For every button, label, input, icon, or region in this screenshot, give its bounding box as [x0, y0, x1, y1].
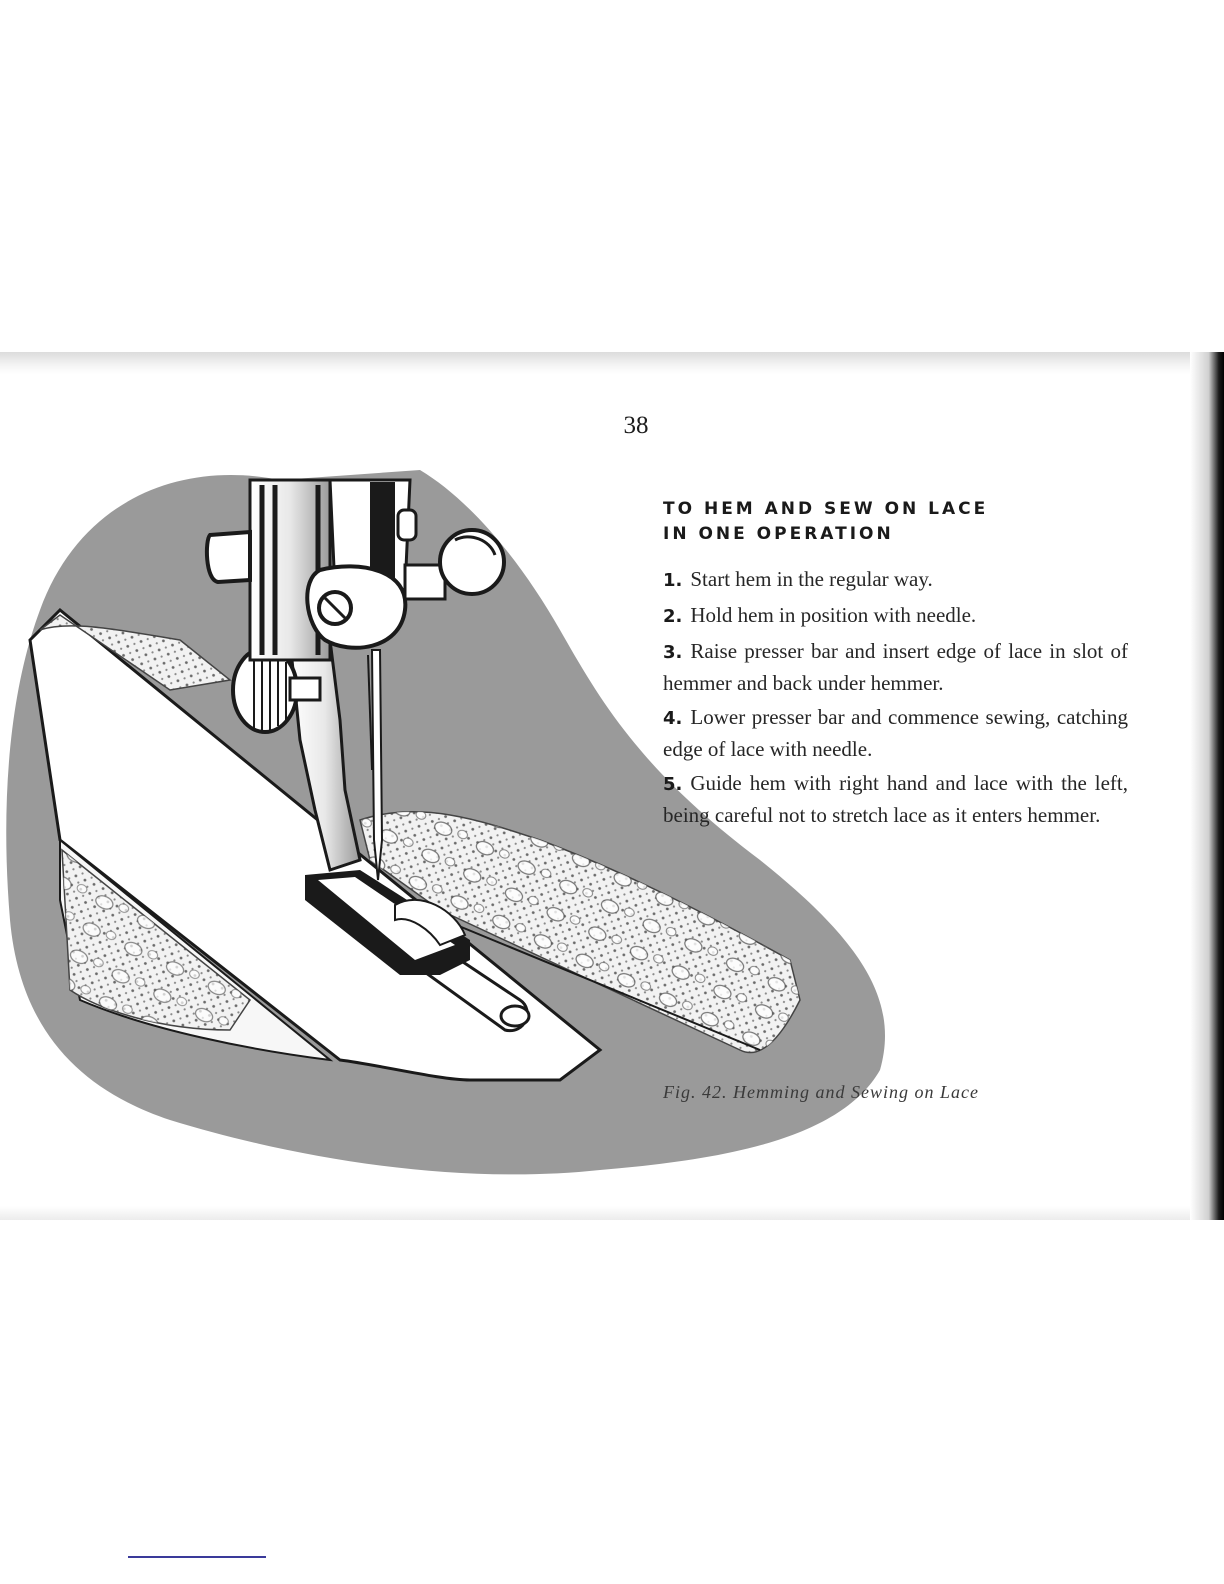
clamp-screw-knob — [440, 530, 504, 594]
section-title-line-1: TO HEM AND SEW ON LACE — [663, 499, 989, 519]
section-title-line-2: IN ONE OPERATION — [663, 524, 894, 544]
step-number: 1. — [663, 570, 683, 591]
step-number: 3. — [663, 642, 683, 663]
binding-shadow — [1190, 352, 1224, 1220]
step-number: 2. — [663, 606, 683, 627]
step-text: Raise presser bar and insert edge of lace in slot of hemmer and back under hemmer. — [663, 639, 1128, 695]
thread-guide — [207, 532, 250, 582]
figure-caption: Fig. 42. Hemming and Sewing on Lace — [663, 1082, 979, 1102]
step-text: Start hem in the regular way. — [690, 567, 933, 591]
page-number: 38 — [623, 412, 649, 439]
step-4 — [663, 702, 1128, 764]
step-5 — [663, 768, 1128, 830]
step-text: Guide hem with right hand and lace with the left, being careful not to stretch lace as it enters hemmer. — [663, 771, 1128, 827]
step-number: 5. — [663, 774, 683, 795]
page-bottom-edge — [0, 1206, 1224, 1220]
footnote-rule — [128, 1556, 266, 1558]
section-title — [663, 497, 1043, 547]
instruction-steps — [663, 564, 1128, 834]
step-text: Lower presser bar and commence sewing, catching edge of lace with needle. — [663, 705, 1128, 761]
step-1 — [663, 564, 1128, 596]
page-top-edge — [0, 352, 1224, 374]
step-3 — [663, 636, 1128, 698]
step-number: 4. — [663, 708, 683, 729]
step-text: Hold hem in position with needle. — [690, 603, 977, 627]
step-2 — [663, 600, 1128, 632]
